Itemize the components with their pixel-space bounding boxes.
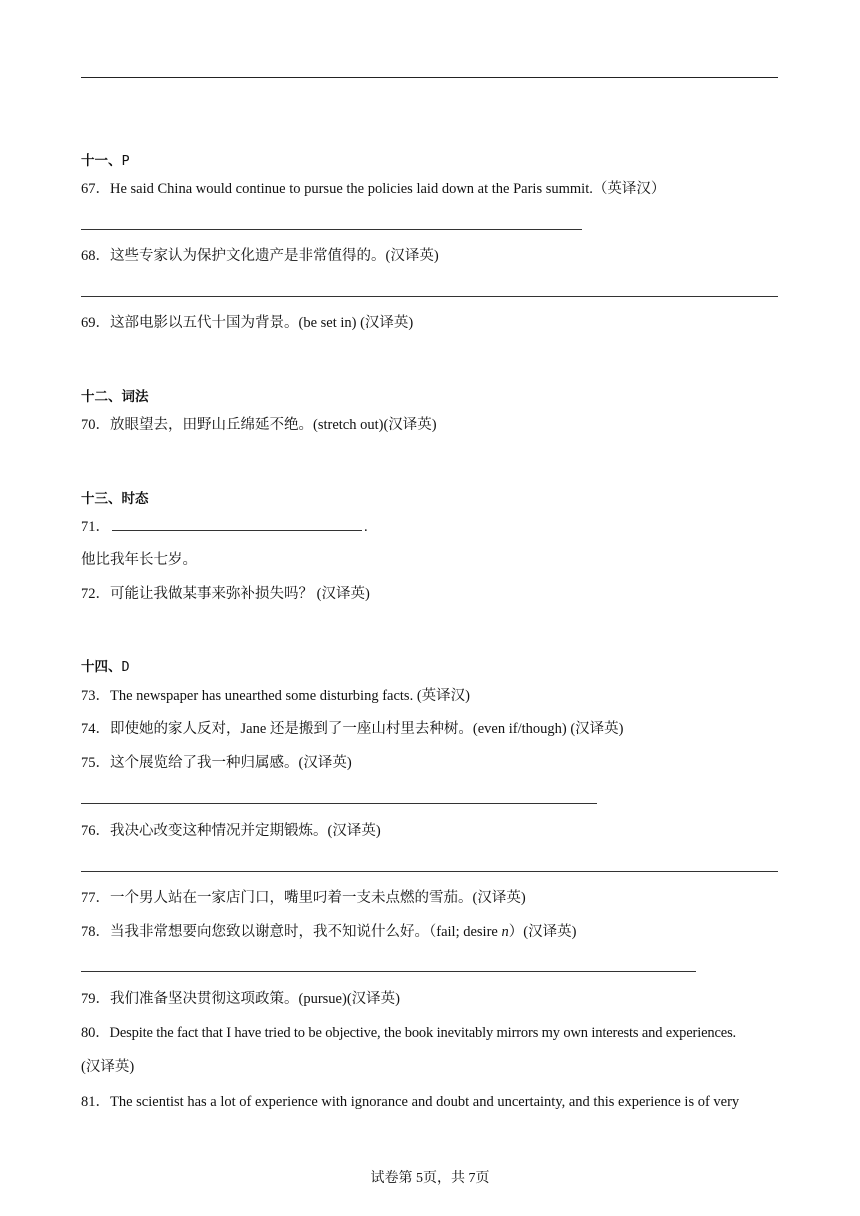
question-77: 77．一个男人站在一家店门口，嘴里叼着一支未点燃的雪茄。(汉译英) xyxy=(81,890,526,906)
question-74: 74．即使她的家人反对，Jane 还是搬到了一座山村里去种树。(even if/though) (汉译英) xyxy=(81,721,624,737)
section-code: P xyxy=(121,153,130,169)
question-79: 79．我们准备坚决贯彻这项政策。(pursue)(汉译英) xyxy=(81,991,400,1007)
question-69: 69．这部电影以五代十国为背景。(be set in) (汉译英) xyxy=(81,315,414,331)
section-heading-12: 十二、词法 xyxy=(81,389,149,405)
answer-blank-76[interactable] xyxy=(81,871,778,872)
question-72: 72．可能让我做某事来弥补损失吗？ (汉译英) xyxy=(81,586,370,602)
answer-blank-75[interactable] xyxy=(81,803,597,804)
section-number: 十四、 xyxy=(81,659,122,675)
question-68: 68．这些专家认为保护文化遗产是非常值得的。(汉译英) xyxy=(81,248,439,264)
question-text: 78．当我非常想要向您致以谢意时，我不知说什么好。（fail; desire xyxy=(81,924,502,940)
answer-blank-71[interactable] xyxy=(112,530,362,531)
header-rule xyxy=(81,77,778,78)
answer-blank-68[interactable] xyxy=(81,296,778,297)
question-70: 70．放眼望去，田野山丘绵延不绝。(stretch out)(汉译英) xyxy=(81,417,437,433)
answer-blank-78[interactable] xyxy=(81,971,696,972)
part-of-speech: n xyxy=(501,924,509,940)
section-heading-14 xyxy=(81,658,130,676)
question-73: 73．The newspaper has unearthed some disturbing facts. (英译汉) xyxy=(81,688,470,704)
question-71-chinese: 他比我年长七岁。 xyxy=(81,552,197,568)
section-heading-13: 十三、时态 xyxy=(81,491,149,507)
question-80-tag: (汉译英) xyxy=(81,1059,135,1075)
section-number: 十一、 xyxy=(81,153,122,169)
question-81: 81．The scientist has a lot of experience with ignorance and doubt and uncertainty, and this experience is of very xyxy=(81,1094,740,1110)
question-67: 67．He said China would continue to pursue the policies laid down at the Paris summit.（英译汉） xyxy=(81,181,666,197)
question-76: 76．我决心改变这种情况并定期锻炼。(汉译英) xyxy=(81,823,381,839)
section-heading-11 xyxy=(81,152,130,170)
answer-blank-67[interactable] xyxy=(81,229,582,230)
question-text-end: ）(汉译英) xyxy=(508,924,577,940)
sentence-end: . xyxy=(364,519,368,535)
question-71 xyxy=(81,518,368,536)
page-footer: 试卷第 5页，共 7页 xyxy=(370,1171,490,1186)
question-75: 75．这个展览给了我一种归属感。(汉译英) xyxy=(81,755,352,771)
section-code: D xyxy=(121,659,130,675)
question-number: 71． xyxy=(81,519,110,535)
question-80: 80．Despite the fact that I have tried to be objective, the book inevitably mirrors my own interests and experiences. xyxy=(81,1025,737,1041)
question-78 xyxy=(81,923,576,941)
